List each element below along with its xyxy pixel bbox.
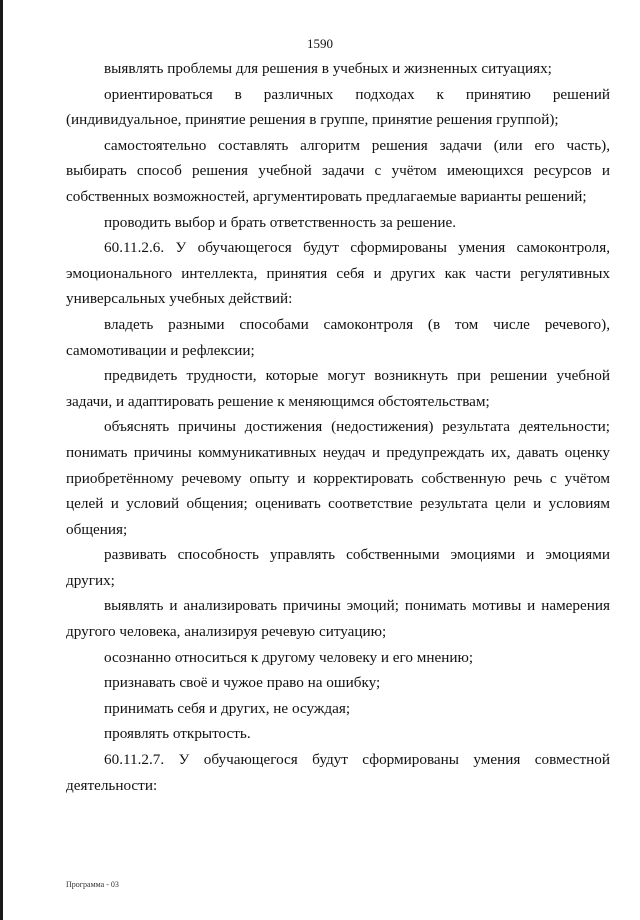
paragraph-manage-emotions: развивать способность управлять собственными эмоциями и эмоциями других; — [66, 546, 610, 589]
section-60-11-2-6: 60.11.2.6. У обучающегося будут сформированы умения самоконтроля, эмоционального интеллекта, принятия себя и других как части регулятивных универсальных учебных действий: — [66, 239, 610, 308]
paragraph-explain-causes: объяснять причины достижения (недостижения) результата деятельности; понимать причины коммуникативных неудач и предупреждать их, давать оценку приобретённому речевому опыту и корректировать собственную речь с учётом целей и условий общения; оценивать соответствие результата цели и условиям общения; — [66, 418, 610, 538]
footer-label: Программа - 03 — [66, 880, 119, 889]
page-edge — [0, 0, 3, 920]
paragraph-accept-self: принимать себя и других, не осуждая; — [104, 699, 351, 717]
paragraph-algorithm: самостоятельно составлять алгоритм решения задачи (или его часть), выбирать способ решения учебной задачи с учётом имеющихся ресурсов и собственных возможностей, аргументировать предлагаемые варианты решений; — [66, 136, 610, 205]
paragraph-identify-problems: выявлять проблемы для решения в учебных и жизненных ситуациях; — [104, 60, 552, 77]
paragraph-decision-approaches: ориентироваться в различных подходах к принятию решений (индивидуальное, принятие решения в группе, принятие решения группой); — [66, 85, 610, 129]
paragraph-self-control: владеть разными способами самоконтроля (в том числе речевого), самомотивации и рефлексии; — [66, 315, 610, 359]
paragraph-openness: проявлять открытость. — [104, 725, 251, 743]
document-body — [66, 56, 610, 798]
paragraph-right-to-mistake: признавать своё и чужое право на ошибку; — [104, 674, 381, 692]
paragraph-responsibility: проводить выбор и брать ответственность за решение. — [104, 213, 457, 231]
page-number: 1590 — [307, 36, 333, 51]
paragraph-anticipate-difficulties: предвидеть трудности, которые могут возникнуть при решении учебной задачи, и адаптировать решение к меняющимся обстоятельствам; — [66, 367, 610, 410]
section-60-11-2-7: 60.11.2.7. У обучающегося будут сформированы умения совместной деятельности: — [66, 751, 610, 794]
paragraph-analyze-emotions: выявлять и анализировать причины эмоций; понимать мотивы и намерения другого человека, анализируя речевую ситуацию; — [66, 597, 610, 641]
paragraph-respect-others: осознанно относиться к другому человеку и его мнению; — [104, 648, 474, 666]
